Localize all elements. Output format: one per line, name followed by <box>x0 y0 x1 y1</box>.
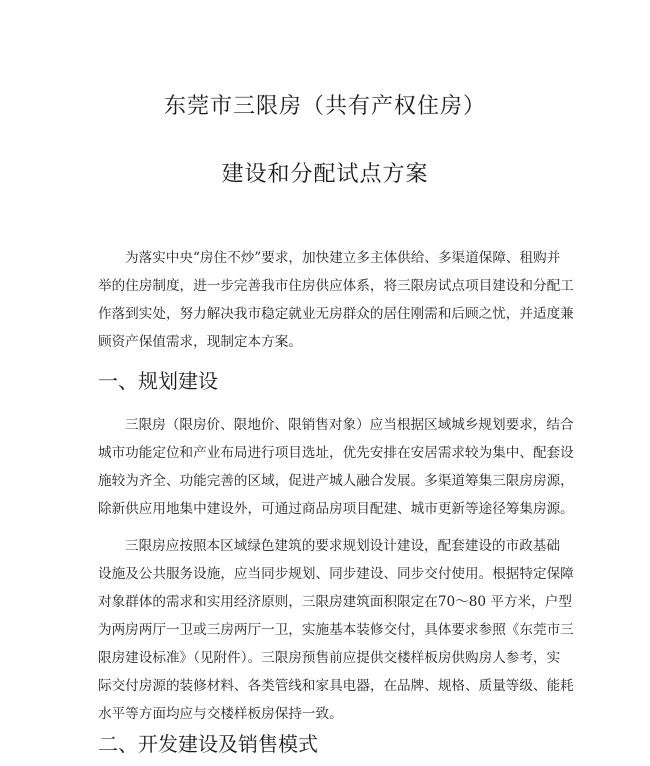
paragraph-line: 为落实中央“房住不炒”要求，加快建立多主体供给、多渠道保障、租购并 <box>125 250 561 266</box>
paragraph-line: 对象群体的需求和实用经济原则，三限房建筑面积限定在70～80 平方米，户型 <box>98 594 572 610</box>
paragraph-line: 举的住房制度，进一步完善我市住房供应体系，将三限房试点项目建设和分配工 <box>98 278 574 294</box>
paragraph-line: 除新供应用地集中建设外，可通过商品房项目配建、城市更新等途径筹集房源。 <box>98 501 574 517</box>
section-heading-planning: 一、规划建设 <box>98 369 218 393</box>
document-title-line1: 东莞市三限房（共有产权住房） <box>163 94 486 119</box>
paragraph-line: 顾资产保值需求，现制定本方案。 <box>98 334 302 350</box>
paragraph-line: 为两房两厅一卫或三房两厅一卫，实施基本装修交付，具体要求参照《东莞市三 <box>98 622 574 638</box>
document-title-line2: 建设和分配试点方案 <box>221 162 429 187</box>
paragraph-line: 限房建设标准》（见附件）。三限房预售前应提供交楼样板房供购房人参考，实 <box>98 650 561 666</box>
section1-paragraph-2 <box>98 532 574 728</box>
paragraph-line: 际交付房源的装修材料、各类管线和家具电器，在品牌、规格、质量等级、能耗 <box>98 678 574 694</box>
section1-paragraph-1 <box>98 411 574 523</box>
paragraph-line: 施较为齐全、功能完善的区域，促进产城人融合发展。多渠道筹集三限房房源， <box>98 473 574 489</box>
intro-paragraph <box>98 244 574 356</box>
paragraph-line: 三限房应按照本区域绿色建筑的要求规划设计建设，配套建设的市政基础 <box>125 538 560 554</box>
paragraph-line: 设施及公共服务设施，应当同步规划、同步建设、同步交付使用。根据特定保障 <box>98 566 574 582</box>
paragraph-line: 城市功能定位和产业布局进行项目选址，优先安排在安居需求较为集中、配套设 <box>98 445 574 461</box>
paragraph-line: 三限房（限房价、限地价、限销售对象）应当根据区域城乡规划要求，结合 <box>125 417 574 433</box>
section-heading-development: 二、开发建设及销售模式 <box>98 732 318 756</box>
paragraph-line: 水平等方面均应与交楼样板房保持一致。 <box>98 706 343 722</box>
paragraph-line: 作落到实处，努力解决我市稳定就业无房群众的居住刚需和后顾之忧，并适度兼 <box>98 306 574 322</box>
